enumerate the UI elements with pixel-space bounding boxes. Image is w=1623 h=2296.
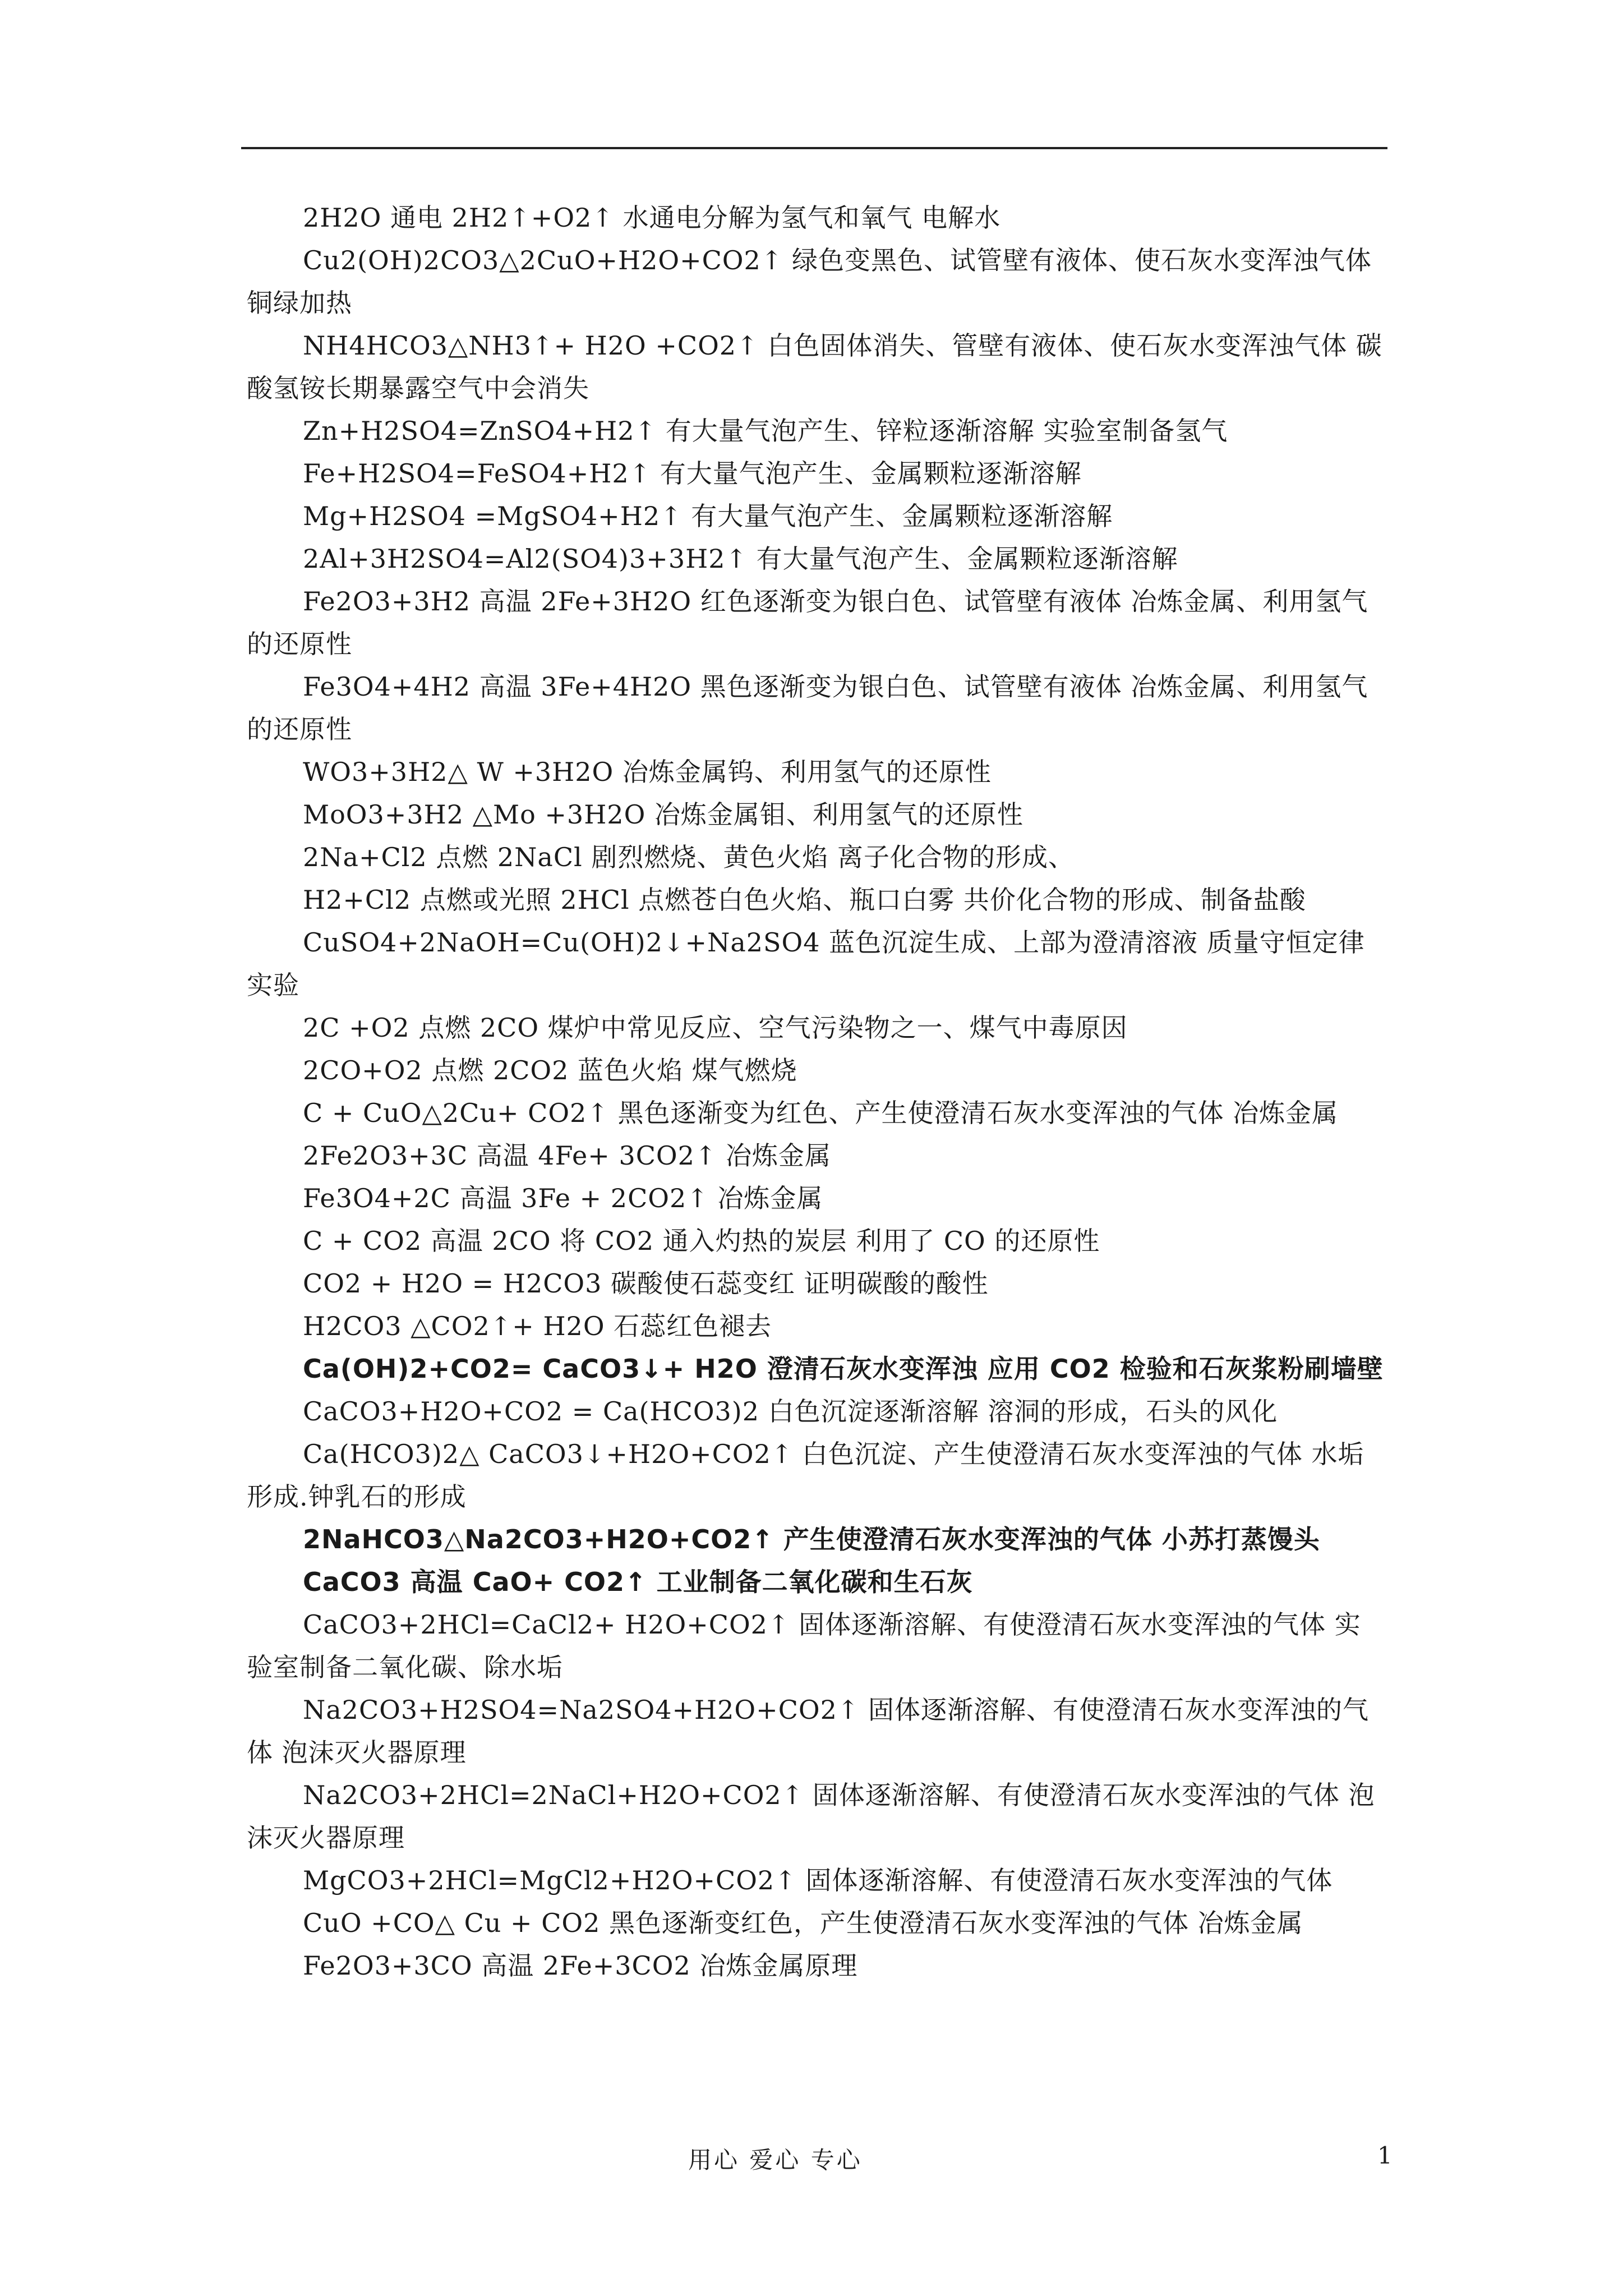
page-footer	[0, 2142, 1623, 2175]
equation-line: 2CO+O2 点燃 2CO2 蓝色火焰 煤气燃烧	[303, 1055, 797, 1085]
equation-line: 2Fe2O3+3C 高温 4Fe+ 3CO2↑ 冶炼金属	[303, 1140, 832, 1171]
equation-line: H2+Cl2 点燃或光照 2HCl 点燃苍白色火焰、瓶口白雾 共价化合物的形成、制备盐酸	[303, 885, 1306, 915]
equation-line: Fe2O3+3CO 高温 2Fe+3CO2 冶炼金属原理	[303, 1950, 858, 1981]
equation-line: 2NaHCO3△Na2CO3+H2O+CO2↑ 产生使澄清石灰水变浑浊的气体 小苏打蒸馒头	[303, 1524, 1320, 1554]
equation-line: 2H2O 通电 2H2↑+O2↑ 水通电分解为氢气和氧气 电解水	[303, 203, 1001, 233]
footer-slogan: 用心 爱心 专心	[688, 2146, 863, 2174]
equation-line: Zn+H2SO4=ZnSO4+H2↑ 有大量气泡产生、锌粒逐渐溶解 实验室制备氢气	[303, 416, 1228, 446]
equation-line: Ca(OH)2+CO2= CaCO3↓+ H2O 澄清石灰水变浑浊 应用 CO2 检验和石灰浆粉刷墙壁	[303, 1354, 1384, 1384]
equation-line: Mg+H2SO4 =MgSO4+H2↑ 有大量气泡产生、金属颗粒逐渐溶解	[303, 501, 1113, 531]
equation-line: 2Na+Cl2 点燃 2NaCl 剧烈燃烧、黄色火焰 离子化合物的形成、	[303, 842, 1075, 872]
equation-line: H2CO3 △CO2↑+ H2O 石蕊红色褪去	[303, 1311, 772, 1341]
equation-line: C + CuO△2Cu+ CO2↑ 黑色逐渐变为红色、产生使澄清石灰水变浑浊的气体 冶炼金属	[303, 1098, 1339, 1128]
equation-line: Fe3O4+2C 高温 3Fe + 2CO2↑ 冶炼金属	[303, 1183, 823, 1213]
equation-line: Na2CO3+2HCl=2NaCl+H2O+CO2↑ 固体逐渐溶解、有使澄清石灰水变浑浊的气体 泡沫灭火器原理	[247, 1780, 1375, 1853]
equation-line: NH4HCO3△NH3↑+ H2O +CO2↑ 白色固体消失、管壁有液体、使石灰水变浑浊气体 碳酸氢铵长期暴露空气中会消失	[247, 330, 1382, 403]
page-number: 1	[1377, 2142, 1393, 2169]
equation-line: Cu2(OH)2CO3△2CuO+H2O+CO2↑ 绿色变黑色、试管壁有液体、使石灰水变浑浊气体 铜绿加热	[247, 245, 1372, 318]
equation-line: CaCO3+2HCl=CaCl2+ H2O+CO2↑ 固体逐渐溶解、有使澄清石灰水变浑浊的气体 实验室制备二氧化碳、除水垢	[247, 1609, 1361, 1682]
equation-line: Fe2O3+3H2 高温 2Fe+3H2O 红色逐渐变为银白色、试管壁有液体 冶炼金属、利用氢气的还原性	[247, 586, 1368, 659]
equation-line: 2C +O2 点燃 2CO 煤炉中常见反应、空气污染物之一、煤气中毒原因	[303, 1013, 1128, 1043]
equation-line: 2Al+3H2SO4=Al2(SO4)3+3H2↑ 有大量气泡产生、金属颗粒逐渐溶解	[303, 544, 1178, 574]
equation-line: WO3+3H2△ W +3H2O 冶炼金属钨、利用氢气的还原性	[303, 757, 992, 787]
equation-line: CaCO3 高温 CaO+ CO2↑ 工业制备二氧化碳和生石灰	[303, 1567, 973, 1597]
equation-line: Fe+H2SO4=FeSO4+H2↑ 有大量气泡产生、金属颗粒逐渐溶解	[303, 458, 1082, 489]
equation-line: CuSO4+2NaOH=Cu(OH)2↓+Na2SO4 蓝色沉淀生成、上部为澄清溶液 质量守恒定律实验	[247, 927, 1365, 1000]
equation-line: CuO +CO△ Cu + CO2 黑色逐渐变红色，产生使澄清石灰水变浑浊的气体 冶炼金属	[303, 1908, 1303, 1938]
equation-line: CO2 + H2O = H2CO3 碳酸使石蕊变红 证明碳酸的酸性	[303, 1268, 989, 1299]
equation-line: MgCO3+2HCl=MgCl2+H2O+CO2↑ 固体逐渐溶解、有使澄清石灰水变浑浊的气体	[303, 1865, 1333, 1895]
header-rule	[241, 147, 1387, 149]
equation-line: C + CO2 高温 2CO 将 CO2 通入灼热的炭层 利用了 CO 的还原性	[303, 1226, 1100, 1256]
equation-line: Na2CO3+H2SO4=Na2SO4+H2O+CO2↑ 固体逐渐溶解、有使澄清石灰水变浑浊的气体 泡沫灭火器原理	[247, 1695, 1370, 1768]
equation-line: Ca(HCO3)2△ CaCO3↓+H2O+CO2↑ 白色沉淀、产生使澄清石灰水变浑浊的气体 水垢形成.钟乳石的形成	[247, 1439, 1364, 1512]
equation-line: CaCO3+H2O+CO2 = Ca(HCO3)2 白色沉淀逐渐溶解 溶洞的形成，石头的风化	[303, 1396, 1278, 1427]
equation-line: MoO3+3H2 △Mo +3H2O 冶炼金属钼、利用氢气的还原性	[303, 799, 1023, 830]
equation-line: Fe3O4+4H2 高温 3Fe+4H2O 黑色逐渐变为银白色、试管壁有液体 冶炼金属、利用氢气的还原性	[247, 671, 1368, 744]
document-body	[247, 196, 1385, 1987]
